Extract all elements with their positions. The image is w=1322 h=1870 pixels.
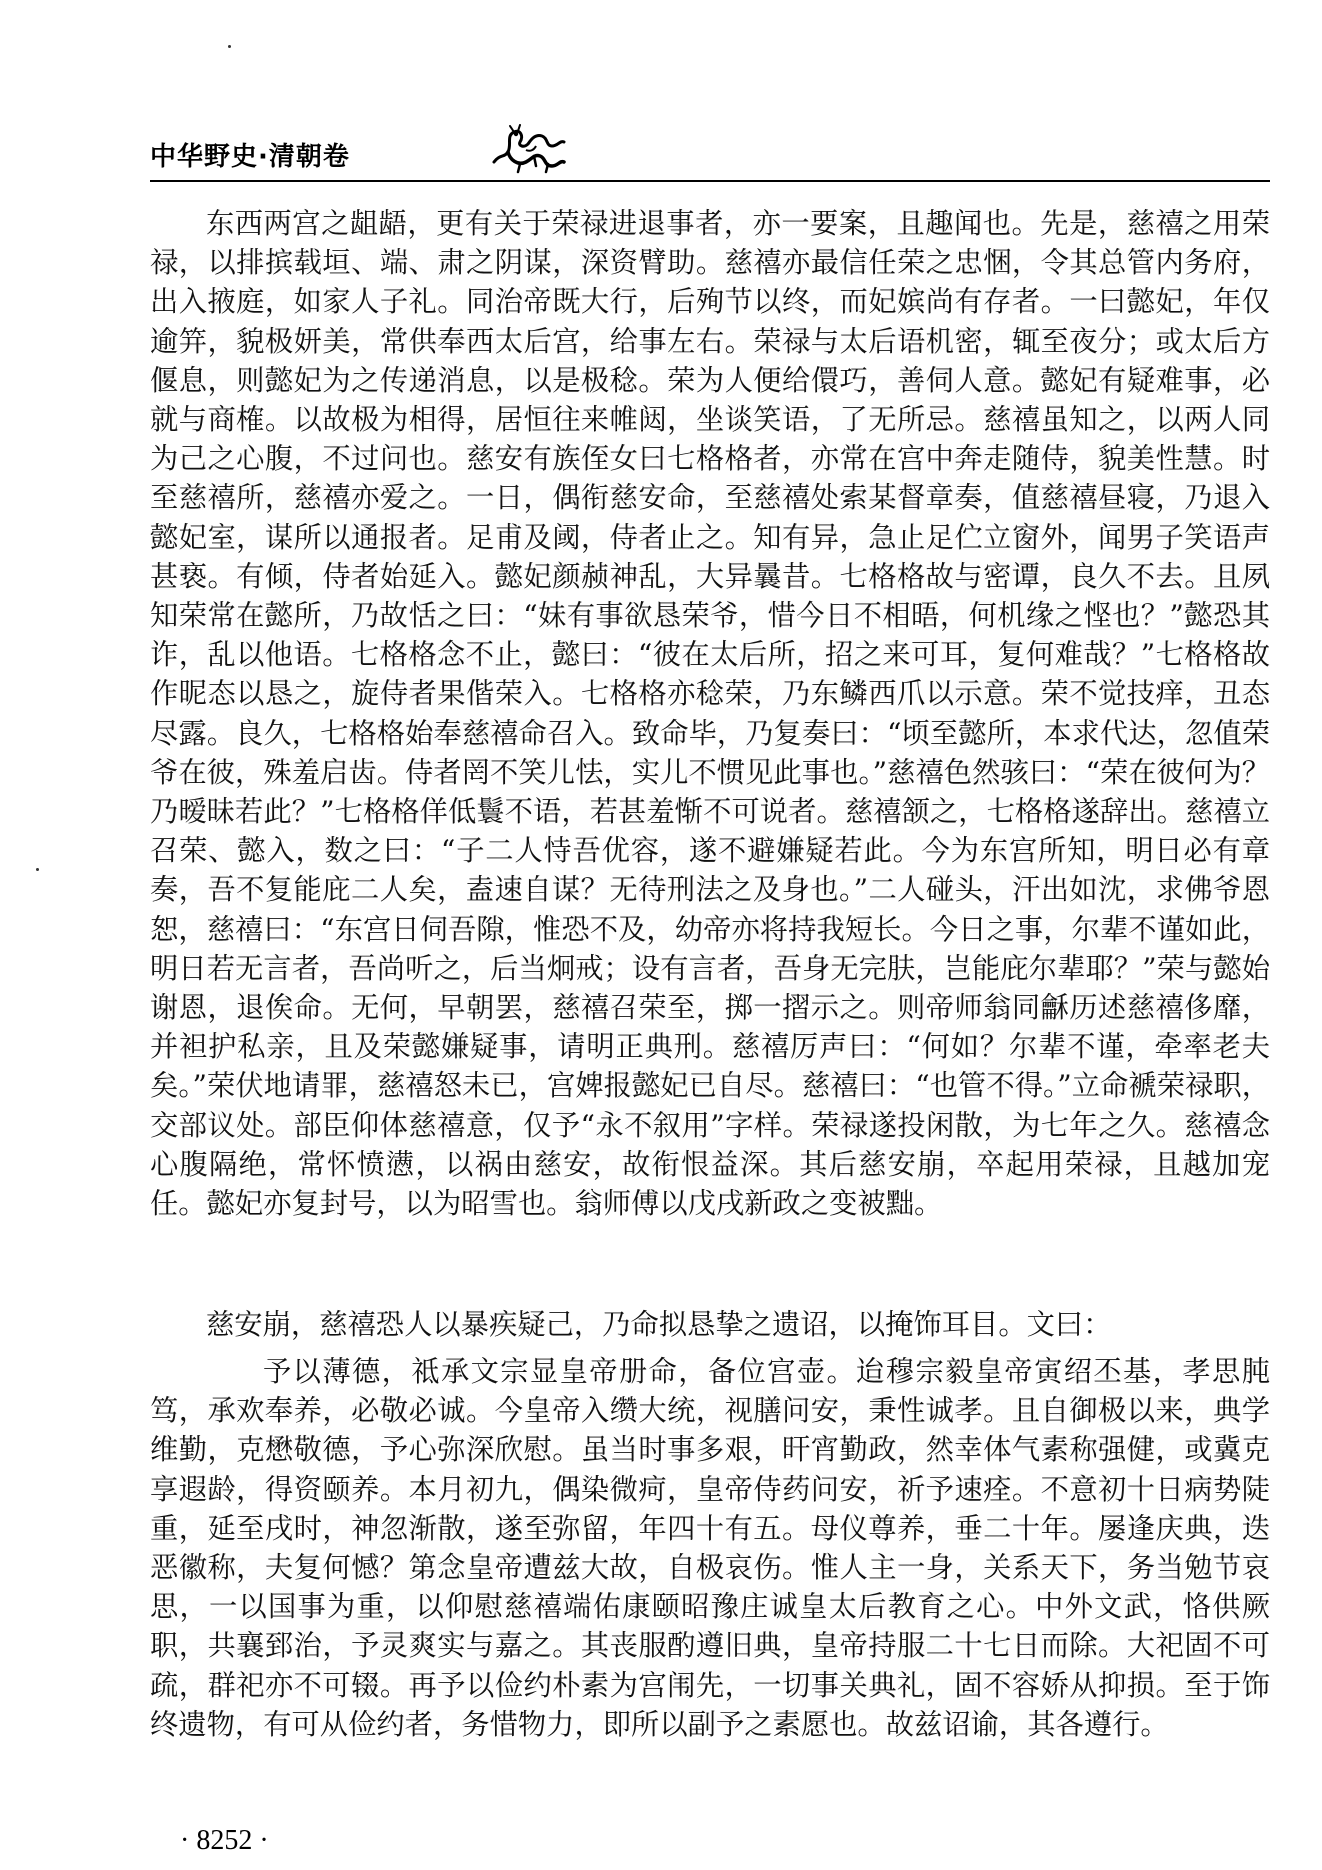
- scan-speck: [36, 868, 39, 871]
- header-rule: [150, 180, 1270, 182]
- body-paragraph: 慈安崩，慈禧恐人以暴疾疑己，乃命拟恳挚之遗诏，以掩饰耳目。文曰：: [206, 1308, 1112, 1341]
- edict-quote: 予以薄德，祗承文宗显皇帝册命，备位宫壶。迨穆宗毅皇帝寅绍丕基，孝思肫笃，承欢奉养，必敬必诚。今皇帝入缵大统，视膳问安，秉性诚孝。且自御极以来，典学维勤，克懋敬德，予心弥深欣慰。虽当时事多艰，旰宵勤政，然幸体气素称强健，或冀克享遐龄，得资颐养。本月初九，偶染微疴，皇帝侍药问安，祈予速痊。不意初十日病势陡重，延至戌时，神忽渐散，遂至弥留，年四十有五。母仪尊养，垂二十年。屡逢庆典，迭恶徽称，夫复何憾？第念皇帝遭兹大故，自极哀伤。惟人主一身，关系天下，务当勉节哀思，一以国事为重，以仰慰慈禧端佑康颐昭豫庄诚皇太后教育之心。中外文武，恪供厥职，共襄郅治，予灵爽实与嘉之。其丧服酌遵旧典，皇帝持服二十七日而除。大祀固不可疏，群祀亦不可辍。再予以俭约朴素为宫闱先，一切事关典礼，固不容娇从抑损。至于饰终遗物，有可从俭约者，务惜物力，即所以副予之素愿也。故兹诏谕，其各遵行。: [150, 1355, 1270, 1741]
- dragon-emblem-icon: [490, 124, 568, 174]
- body-paragraph: 东西两宫之龃龉，更有关于荣禄进退事者，亦一要案，且趣闻也。先是，慈禧之用荣禄，以排摈载垣、端、肃之阴谋，深资臂助。慈禧亦最信任荣之忠悃，令其总管内务府，出入掖庭，如家人子礼。同治帝既大行，后殉节以终，而妃嫔尚有存者。一曰懿妃，年仅逾笄，貌极妍美，常供奉西太后宫，给事左右。荣禄与太后语机密，辄至夜分；或太后方偃息，则懿妃为之传递消息，以是极稔。荣为人便给儇巧，善伺人意。懿妃有疑难事，必就与商榷。以故极为相得，居恒往来帷闼，坐谈笑语，了无所忌。慈禧虽知之，以两人同为己之心腹，不过问也。慈安有族侄女曰七格格者，亦常在宫中奔走随侍，貌美性慧。时至慈禧所，慈禧亦爱之。一日，偶衔慈安命，至慈禧处索某督章奏，值慈禧昼寝，乃退入懿妃室，谋所以通报者。足甫及阈，侍者止之。知有异，急止足伫立窗外，闻男子笑语声甚亵。有倾，侍者始延入。懿妃颜赪神乱，大异曩昔。七格格故与密谭，良久不去。且夙知荣常在懿所，乃故恬之曰：“妹有事欲恳荣爷，惜今日不相晤，何机缘之悭也？”懿恐其诈，乱以他语。七格格念不止，懿曰：“彼在太后所，招之来可耳，复何难哉？”七格格故作昵态以恳之，旋侍者果偕荣入。七格格亦稔荣，乃东鳞西爪以示意。荣不觉技痒，丑态尽露。良久，七格格始奉慈禧命召入。致命毕，乃复奏曰：“顷至懿所，本求代达，忽值荣爷在彼，殊羞启齿。侍者罔不笑儿怯，实儿不惯见此事也。”慈禧色然骇曰：“荣在彼何为？乃暧昧若此？”七格格佯低鬟不语，若甚羞惭不可说者。慈禧颔之，七格格遂辞出。慈禧立召荣、懿入，数之曰：“子二人恃吾优容，遂不避嫌疑若此。今为东宫所知，明日必有章奏，吾不复能庇二人矣，盍速自谋？无待刑法之及身也。”二人碰头，汗出如沈，求佛爷恩恕，慈禧曰：“东宫日伺吾隙，惟恐不及，幼帝亦将持我短长。今日之事，尔辈不谨如此，明日若无言者，吾尚听之，后当炯戒；设有言者，吾身无完肤，岂能庇尔辈耶？”荣与懿始谢恩，退俟命。无何，早朝罢，慈禧召荣至，掷一摺示之。则帝师翁同龢历述慈禧侈靡，并袒护私亲，且及荣懿嫌疑事，请明正典刑。慈禧厉声曰：“何如？尔辈不谨，牵率老夫矣。”荣伏地请罪，慈禧怒未已，宫婢报懿妃已自尽。慈禧曰：“也管不得。”立命褫荣禄职，交部议处。部臣仰体慈禧意，仅予“永不叙用”字样。荣禄遂投闲散，为七年之久。慈禧念心腹隔绝，常怀愤懑，以祸由慈安，故衔恨益深。其后慈安崩，卒起用荣禄，且越加宠任。懿妃亦复封号，以为昭雪也。翁师傅以戊戌新政之变被黜。: [150, 207, 1270, 1221]
- running-header: [150, 120, 1270, 182]
- book-title: 中华野史·清朝卷: [150, 142, 350, 172]
- page-number: · 8252 ·: [180, 1825, 269, 1856]
- scan-speck: [228, 45, 231, 48]
